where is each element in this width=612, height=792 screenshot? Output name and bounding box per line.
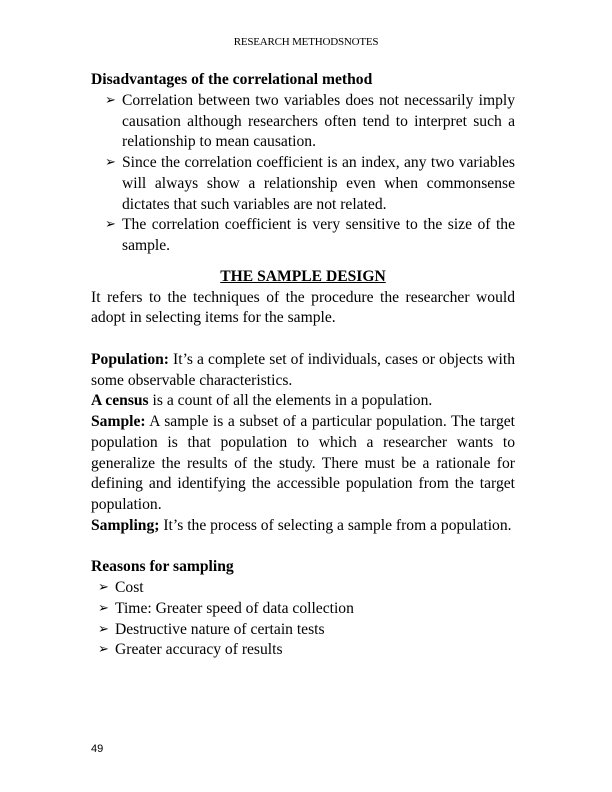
- population-definition: [91, 350, 515, 392]
- list-item: [91, 215, 515, 257]
- list-item-text: Destructive nature of certain tests: [115, 620, 325, 638]
- census-term: A census: [91, 392, 149, 410]
- page-header: RESEARCH METHODSNOTES: [233, 36, 379, 48]
- list-item-text: Since the correlation coefficient is an index, any two variables will always show a relationship even when commonsense dictates that such variables are not related.: [122, 154, 515, 213]
- list-item: [91, 640, 515, 661]
- list-item: [91, 599, 515, 620]
- list-item: [91, 620, 515, 641]
- sampling-term: Sampling;: [91, 516, 160, 534]
- sample-design-title: THE SAMPLE DESIGN: [220, 267, 386, 285]
- list-item-text: Cost: [115, 579, 144, 596]
- census-text: is a count of all the elements in a population.: [148, 392, 433, 410]
- arrowhead-bullet-icon: ➢: [98, 600, 109, 616]
- list-item-text: Time: Greater speed of data collection: [115, 599, 354, 617]
- spacer: [91, 329, 515, 350]
- spacer: [91, 537, 515, 558]
- arrowhead-bullet-icon: ➢: [98, 621, 109, 637]
- sampling-definition: [91, 516, 515, 537]
- population-text: It’s a complete set of individuals, cases or objects with some observable characteristics.: [91, 350, 515, 389]
- list-item: [91, 578, 515, 599]
- census-definition: [91, 391, 515, 412]
- sample-definition: [91, 412, 515, 516]
- arrowhead-bullet-icon: ➢: [98, 580, 109, 595]
- list-item-text: The correlation coefficient is very sensitive to the size of the sample.: [122, 216, 515, 254]
- sample-design-intro: It refers to the techniques of the procedure the researcher would adopt in selecting items for the sample.: [91, 288, 515, 327]
- page-content: [91, 70, 515, 661]
- population-term: Population:: [91, 350, 169, 368]
- list-item-text: Greater accuracy of results: [115, 641, 283, 659]
- list-item: [91, 153, 515, 215]
- disadvantages-heading: Disadvantages of the correlational method: [91, 71, 373, 88]
- reasons-heading: Reasons for sampling: [91, 558, 234, 576]
- arrowhead-bullet-icon: ➢: [105, 217, 116, 233]
- disadvantages-list: [91, 91, 515, 257]
- list-item-text: Correlation between two variables does not necessarily imply causation although researchers often tend to interpret such a relationship to mean causation.: [122, 91, 515, 151]
- arrowhead-bullet-icon: ➢: [98, 642, 109, 658]
- arrowhead-bullet-icon: ➢: [105, 92, 116, 108]
- sample-term: Sample:: [91, 413, 146, 430]
- sample-text: A sample is a subset of a particular population. The target population is that population to which a researcher wants to generalize the results of the study. There must be a rationale for defining and identifying the accessible population from the target population.: [91, 413, 515, 513]
- page-number: 49: [91, 743, 104, 755]
- list-item: [91, 91, 515, 153]
- reasons-list: [91, 578, 515, 661]
- arrowhead-bullet-icon: ➢: [105, 155, 116, 170]
- sampling-text: It’s the process of selecting a sample from a population.: [159, 516, 512, 534]
